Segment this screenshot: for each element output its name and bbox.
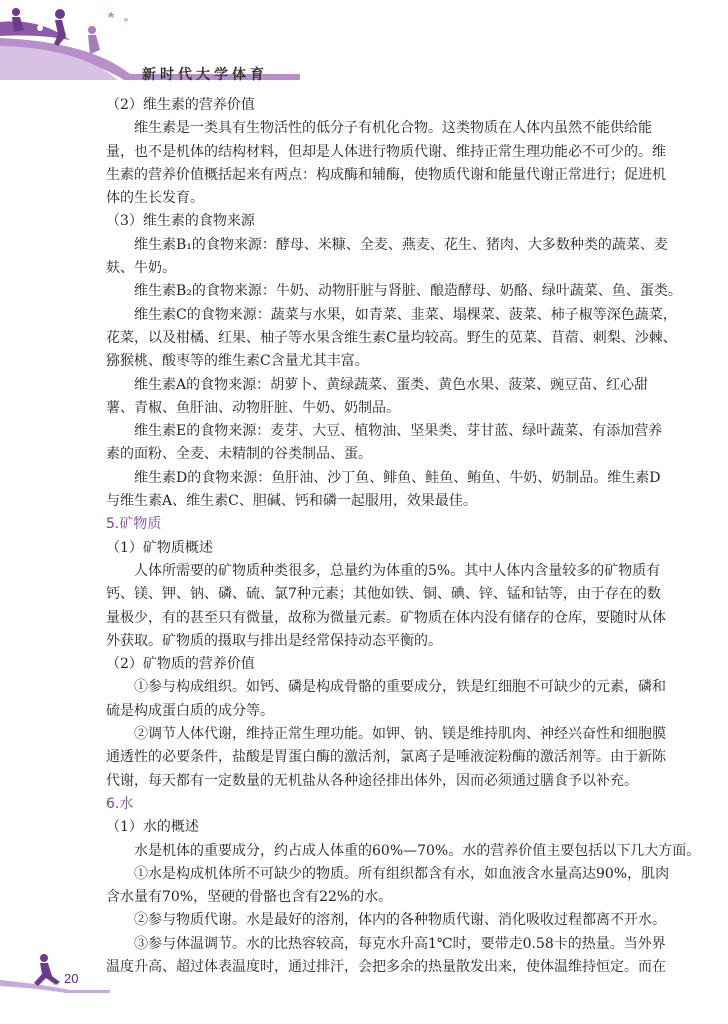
page-body — [106, 94, 701, 979]
paragraph-line: 人体所需要的矿物质种类很多，总量约为体重的5%。其中人体内含量较多的矿物质有 — [134, 562, 661, 579]
paragraph-line: 含水量有70%，坚硬的骨骼也含有22%的水。 — [106, 889, 393, 906]
paragraph-line: 代谢，每天都有一定数量的无机盐从各种途径排出体外，因而必须通过膳食予以补充。 — [106, 772, 638, 789]
paragraph-line: 硫是构成蛋白质的成分等。 — [106, 702, 274, 719]
paragraph-line: 量，也不是机体的结构材料，但却是人体进行物质代谢、维持正常生理功能必不可少的。维 — [106, 143, 666, 160]
paragraph-line: 维生素是一类具有生物活性的低分子有机化合物。这类物质在人体内虽然不能供给能 — [134, 120, 652, 137]
paragraph-line: 维生素C的食物来源：蔬菜与水果，如青菜、韭菜、塌棵菜、菠菜、柿子椒等深色蔬菜， — [134, 306, 677, 323]
paragraph-line: 外获取。矿物质的摄取与排出是经常保持动态平衡的。 — [106, 632, 442, 649]
paragraph-line: 维生素B₁的食物来源：酵母、米糠、全麦、燕麦、花生、猪肉、大多数种类的蔬菜、麦 — [134, 236, 668, 253]
paragraph-line: ①参与构成组织。如钙、磷是构成骨骼的重要成分，铁是红细胞不可缺少的元素，磷和 — [134, 679, 666, 696]
book-title: 新时代大学体育 — [142, 67, 268, 83]
page-number: 20 — [64, 971, 79, 986]
paragraph-line: 水是机体的重要成分，约占成人体重的60%—70%。水的营养价值主要包括以下几大方面。 — [134, 842, 701, 859]
paragraph-line: 与维生素A、维生素C、胆碱、钙和磷一起服用，效果最佳。 — [106, 493, 477, 510]
paragraph-line: ①水是构成机体所不可缺少的物质。所有组织都含有水，如血液含水量高达90%，肌肉 — [134, 865, 670, 882]
paragraph-line: 维生素D的食物来源：鱼肝油、沙丁鱼、鲱鱼、鲑鱼、鲔鱼、牛奶、奶制品。维生素D — [134, 469, 661, 486]
paragraph-line: ②参与物质代谢。水是最好的溶剂，体内的各种物质代谢、消化吸收过程都离不开水。 — [134, 912, 666, 929]
paragraph-line: 维生素E的食物来源：麦芽、大豆、植物油、坚果类、芽甘蓝、绿叶蔬菜、有添加营养 — [134, 423, 663, 440]
paragraph-line: 素的面粉、全麦、未精制的谷类制品、蛋。 — [106, 446, 372, 463]
subheading: （3）维生素的食物来源 — [106, 213, 255, 230]
paragraph-line: ③参与体温调节。水的比热容较高，每克水升高1℃时，要带走0.58卡的热量。当外界 — [134, 935, 666, 952]
subheading: （1）水的概述 — [106, 819, 199, 836]
subheading: （2）维生素的营养价值 — [106, 97, 255, 113]
paragraph-line: ②调节人体代谢，维持正常生理功能。如钾、钠、镁是维持肌肉、神经兴奋性和细胞膜 — [134, 726, 666, 743]
paragraph-line: 通透性的必要条件，盐酸是胃蛋白酶的激活剂，氯离子是唾液淀粉酶的激活剂等。由于新陈 — [106, 749, 666, 766]
paragraph-line: 温度升高、超过体表温度时，通过排汗，会把多余的热量散发出来，使体温维持恒定。而在 — [106, 958, 666, 975]
paragraph-line: 量极少，有的甚至只有微量，故称为微量元素。矿物质在体内没有储存的仓库，要随时从体 — [106, 609, 666, 626]
paragraph-line: 花菜，以及柑橘、红果、柚子等水果含维生素C量均较高。野生的苋菜、苜蓿、刺梨、沙棘、 — [106, 329, 677, 346]
paragraph-line: 钙、镁、钾、钠、磷、硫、氯7种元素；其他如铁、铜、碘、锌、锰和钴等，由于存在的数 — [106, 586, 661, 603]
paragraph-line: 麸、牛奶。 — [106, 260, 176, 277]
section-title-water: 6.水 — [106, 795, 134, 812]
paragraph-line: 薯、青椒、鱼肝油、动物肝脏、牛奶、奶制品。 — [106, 399, 400, 416]
footer-runner-decoration — [0, 950, 110, 1000]
section-title-minerals: 5.矿物质 — [106, 516, 162, 533]
paragraph-line: 生素的营养价值概括起来有两点：构成酶和辅酶，使物质代谢和能量代谢正常进行；促进机 — [106, 166, 666, 183]
subheading: （1）矿物质概述 — [106, 539, 213, 556]
paragraph-line: 体的生长发育。 — [106, 190, 204, 207]
paragraph-line: 维生素A的食物来源：胡萝卜、黄绿蔬菜、蛋类、黄色水果、菠菜、豌豆苗、红心甜 — [134, 376, 649, 393]
subheading: （2）矿物质的营养价值 — [106, 656, 255, 673]
paragraph-line: 猕猴桃、酸枣等的维生素C含量尤其丰富。 — [106, 353, 369, 370]
paragraph-line: 维生素B₂的食物来源：牛奶、动物肝脏与肾脏、酿造酵母、奶酪、绿叶蔬菜、鱼、蛋类。 — [134, 283, 682, 300]
